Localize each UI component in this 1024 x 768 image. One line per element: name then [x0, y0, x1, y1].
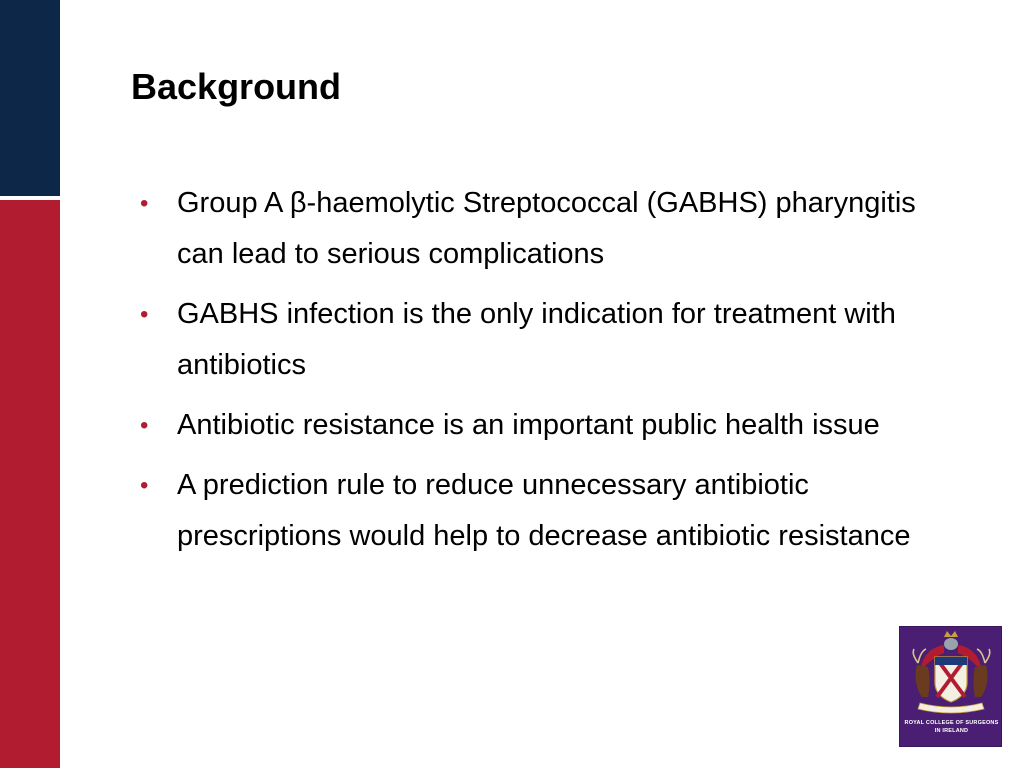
slide-title: Background	[131, 66, 342, 107]
logo-caption-line1: ROYAL COLLEGE OF SURGEONS	[904, 720, 999, 726]
rcsi-logo	[899, 626, 1002, 747]
rcsi-crest-icon	[900, 627, 1003, 719]
bullet-item	[140, 400, 970, 451]
bullet-text: GABHS infection is the only indication for treatment with antibiotics	[177, 298, 896, 381]
bullet-item	[140, 178, 970, 280]
bullet-text: A prediction rule to reduce unnecessary antibiotic prescriptions would help to decrease antibiotic resistance	[177, 469, 911, 552]
bullet-item	[140, 460, 970, 562]
left-bar-red	[0, 200, 60, 768]
bullet-icon: •	[140, 190, 149, 217]
logo-caption	[900, 719, 1003, 735]
bullet-text: Group A β-haemolytic Streptococcal (GABHS) pharyngitis can lead to serious complications	[177, 187, 916, 270]
logo-caption-line2: IN IRELAND	[934, 728, 969, 734]
bullet-text: Antibiotic resistance is an important public health issue	[177, 409, 880, 441]
bullet-list	[140, 178, 970, 571]
bullet-item	[140, 289, 970, 391]
bullet-icon: •	[140, 472, 149, 499]
left-bar-navy	[0, 0, 60, 196]
bullet-icon: •	[140, 412, 149, 439]
bullet-icon: •	[140, 301, 149, 328]
